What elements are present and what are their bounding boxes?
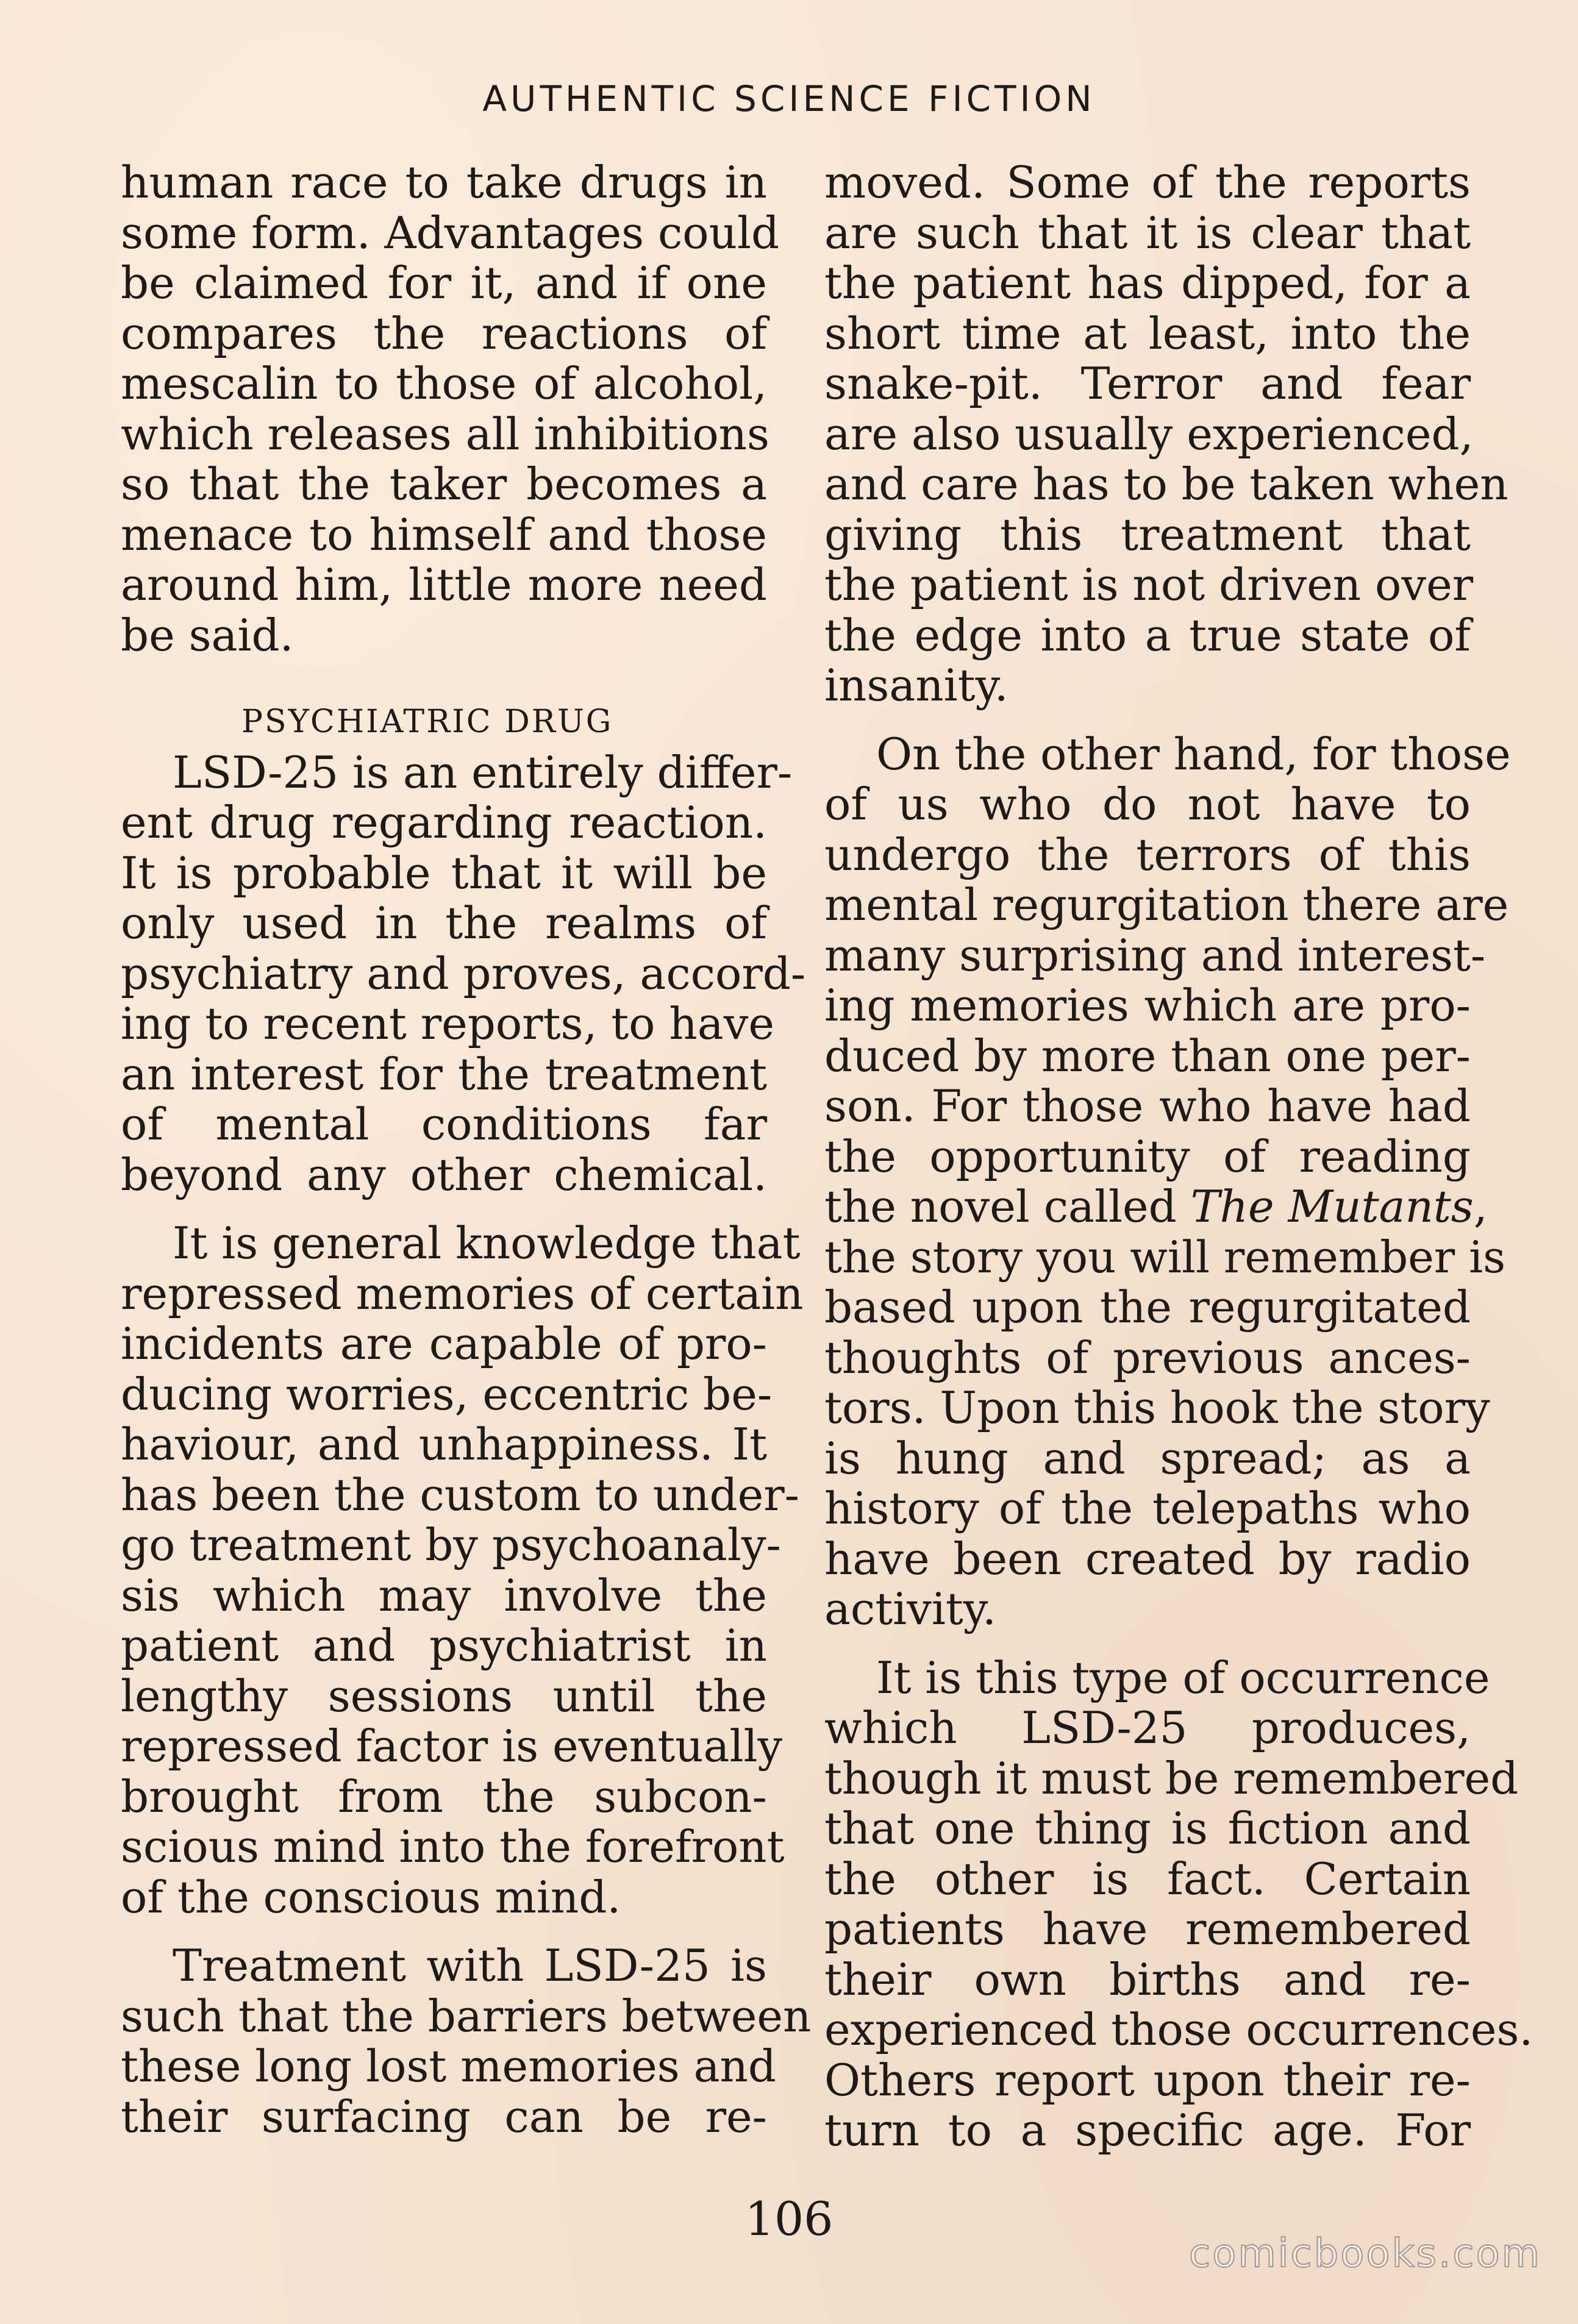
text-line: has been the custom to under- [121, 1469, 799, 1520]
text-line: ing memories which are pro- [824, 980, 1471, 1031]
text-line: the edge into a true state of [824, 609, 1471, 661]
text-line: patients have remembered [824, 1903, 1471, 1955]
text-line: experienced those occurrences. [824, 2004, 1533, 2055]
text-line: be said. [121, 609, 294, 661]
text-line: are such that it is clear that [824, 207, 1471, 258]
text-line: repressed factor is eventually [121, 1720, 783, 1772]
text-line: giving this treatment that [824, 508, 1471, 560]
text-line: mental regurgitation there are [824, 879, 1509, 930]
text-line: be claimed for it, and if one [121, 257, 767, 308]
page-number: 106 [744, 2192, 834, 2246]
text-line: patient and psychiatrist in [121, 1620, 767, 1671]
text-line: Others report upon their re- [824, 2054, 1471, 2106]
text-line: compares the reactions of [121, 307, 767, 359]
text-line: It is probable that it will be [121, 847, 767, 899]
text-line: Treatment with LSD-25 is [173, 1940, 767, 1991]
text-line: short time at least, into the [824, 307, 1471, 359]
paragraph [121, 746, 806, 1200]
running-head: AUTHENTIC SCIENCE FICTION [482, 78, 1096, 119]
text-line: moved. Some of the reports [824, 157, 1471, 208]
text-line: history of the telepaths who [824, 1483, 1471, 1534]
paragraph [121, 1940, 812, 2142]
text-line: scious mind into the forefront [121, 1821, 785, 1872]
watermark: comicbooks.com [1188, 2231, 1541, 2276]
text-line: though it must be remembered [824, 1752, 1519, 1804]
text-line: an interest for the treatment [121, 1048, 767, 1100]
text-line: around him, little more need [121, 559, 767, 610]
text-line: tors. Upon this hook the story [824, 1382, 1490, 1433]
text-line: son. For those who have had [824, 1080, 1471, 1132]
text-line: the patient is not driven over [824, 559, 1474, 610]
text-line: many surprising and interest- [824, 929, 1486, 981]
text-line: the novel called The Mutants, [824, 1181, 1488, 1232]
text-line: the story you will remember is [824, 1231, 1506, 1283]
text-line: that one thing is fiction and [824, 1803, 1471, 1854]
text-line: incidents are capable of pro- [121, 1318, 767, 1369]
text-line: go treatment by psychoanaly- [121, 1519, 781, 1570]
text-line: and care has to be taken when [824, 458, 1508, 510]
paragraph [824, 728, 1511, 1634]
text-line: ducing worries, eccentric be- [121, 1368, 773, 1420]
text-line: On the other hand, for those [876, 728, 1511, 780]
text-line: activity. [824, 1583, 996, 1634]
text-line: such that the barriers between [121, 1990, 812, 2042]
text-line: psychiatry and proves, accord- [121, 947, 806, 999]
text-line: the patient has dipped, for a [824, 257, 1471, 308]
section-subheading: PSYCHIATRIC DRUG [241, 704, 613, 740]
text-line: LSD-25 is an entirely differ- [173, 746, 793, 798]
text-line: which releases all inhibitions [121, 408, 770, 460]
text-line: the opportunity of reading [824, 1130, 1471, 1182]
left-column [121, 157, 812, 2142]
book-title: The Mutants [1190, 1181, 1474, 1232]
text-line: ent drug regarding reaction. [121, 797, 767, 848]
text-line: thoughts of previous ances- [824, 1331, 1471, 1383]
text-line: repressed memories of certain [121, 1267, 804, 1319]
text-line: It is general knowledge that [173, 1217, 801, 1269]
text-line: undergo the terrors of this [824, 829, 1471, 880]
text-line: duced by more than one per- [824, 1030, 1471, 1082]
right-column [824, 157, 1533, 2156]
text-line: the other is fact. Certain [824, 1853, 1471, 1905]
text-line: of the conscious mind. [121, 1871, 621, 1923]
text-line: their own births and re- [824, 1953, 1471, 2005]
text-line: menace to himself and those [121, 508, 767, 560]
text-line: is hung and spread; as a [824, 1432, 1471, 1484]
text-line: some form. Advantages could [121, 207, 780, 258]
text-line: these long lost memories and [121, 2041, 777, 2092]
text-line: based upon the regurgitated [824, 1281, 1471, 1333]
text-line: lengthy sessions until the [121, 1670, 767, 1722]
text-line: It is this type of occurrence [876, 1652, 1490, 1703]
text-line: which LSD-25 produces, [824, 1702, 1471, 1753]
text-line: of us who do not have to [824, 779, 1471, 830]
text-line: their surfacing can be re- [121, 2091, 767, 2142]
text-line: only used in the realms of [121, 897, 767, 949]
text-line: haviour, and unhappiness. It [121, 1419, 767, 1470]
text-line: turn to a specific age. For [824, 2105, 1471, 2156]
paragraph [824, 157, 1508, 711]
paragraph [824, 1652, 1533, 2156]
text-line: human race to take drugs in [121, 157, 767, 208]
text-line: ing to recent reports, to have [121, 998, 774, 1049]
text-line: are also usually experienced, [824, 408, 1474, 460]
paragraph [121, 157, 780, 661]
text-line: mescalin to those of alcohol, [121, 358, 767, 409]
text-line: so that the taker becomes a [121, 458, 767, 510]
text-line: have been created by radio [824, 1533, 1471, 1584]
text-line: insanity. [824, 660, 1009, 711]
text-line: snake-pit. Terror and fear [824, 358, 1471, 409]
text-line: of mental conditions far [121, 1099, 767, 1150]
text-line: beyond any other chemical. [121, 1149, 767, 1200]
text-line: brought from the subcon- [121, 1770, 767, 1822]
paragraph [121, 1217, 804, 1923]
text-line: sis which may involve the [121, 1569, 767, 1621]
